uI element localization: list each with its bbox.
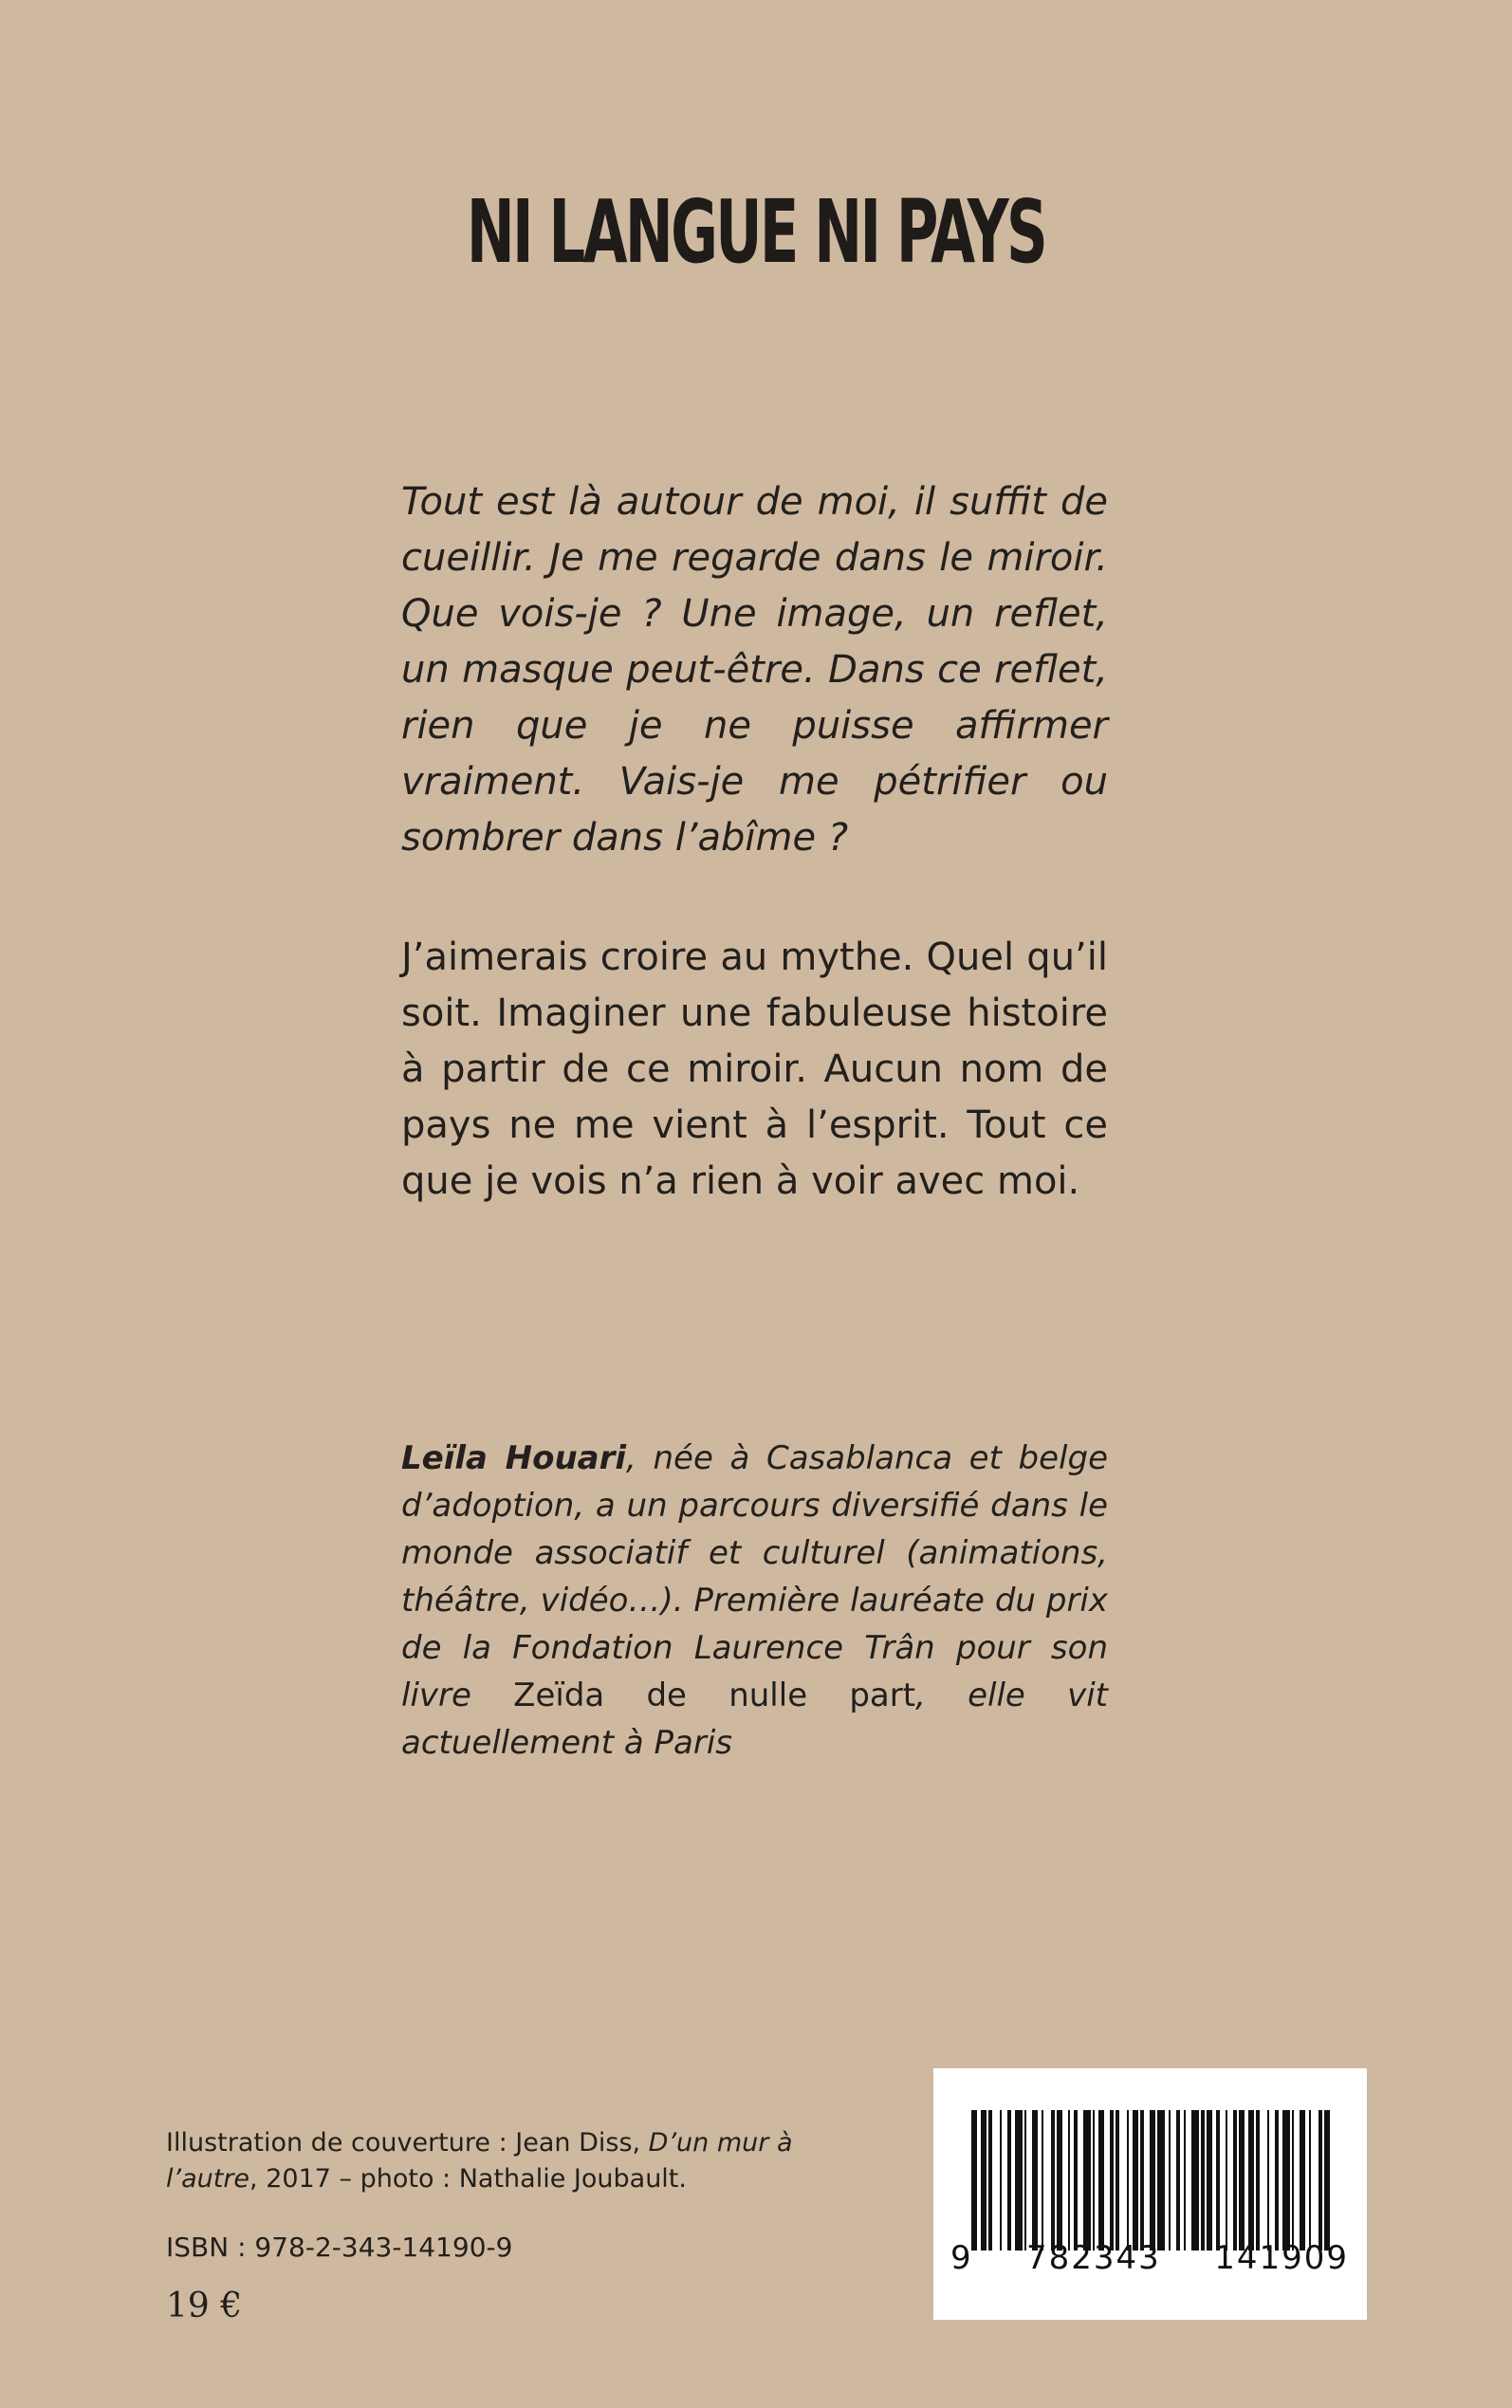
barcode-lead-digit: 9 — [950, 2239, 973, 2277]
author-bio — [401, 1435, 1108, 1767]
barcode-bar — [1157, 2110, 1165, 2251]
barcode-left-group: 782343 — [1026, 2239, 1161, 2277]
barcode-bar — [1239, 2110, 1245, 2251]
barcode-bar — [1051, 2110, 1055, 2251]
barcode-bar — [1184, 2110, 1186, 2251]
barcode-bar — [1309, 2110, 1311, 2251]
barcode-bar — [1042, 2110, 1043, 2251]
barcode-bar — [1150, 2110, 1155, 2251]
barcode-bar — [1110, 2110, 1114, 2251]
barcode-bar — [1000, 2110, 1002, 2251]
barcode-bar — [1292, 2110, 1294, 2251]
barcode-digits — [950, 2239, 1349, 2277]
barcode-bar — [1032, 2110, 1038, 2251]
barcode-bar — [1140, 2110, 1144, 2251]
barcode — [933, 2068, 1367, 2320]
credits-photo: , 2017 – photo : Nathalie Joubault. — [249, 2164, 687, 2194]
barcode-bar — [1176, 2110, 1180, 2251]
barcode-bar — [1275, 2110, 1279, 2251]
barcode-bar — [1233, 2110, 1237, 2251]
barcode-bar — [1201, 2110, 1205, 2251]
barcode-bar — [1267, 2110, 1269, 2251]
barcode-bars — [971, 2110, 1332, 2251]
barcode-bar — [1068, 2110, 1070, 2251]
author-bio-text: , née à Casablanca et belge d’adoption, a un parcours diversifié dans le monde associatif et culturel (animations, théâtre, vidéo…). Première lauréate du prix de la Fondation Laurence Trân pour son livre — [401, 1439, 1108, 1714]
author-name: Leïla Houari — [401, 1439, 627, 1477]
barcode-bar — [1169, 2110, 1171, 2251]
barcode-bar — [1318, 2110, 1322, 2251]
book-title: NI LANGUE NI PAYS — [466, 181, 1046, 283]
barcode-bar — [1256, 2110, 1260, 2251]
barcode-bar — [1207, 2110, 1212, 2251]
illustration-credits — [166, 2125, 811, 2197]
credits-work-title: D’un mur à l’autre — [166, 2128, 793, 2194]
credits-artist: Jean Diss, — [515, 2128, 649, 2158]
barcode-bar — [1083, 2110, 1091, 2251]
barcode-bar — [1133, 2110, 1138, 2251]
barcode-bar — [1191, 2110, 1199, 2251]
barcode-bar — [1093, 2110, 1095, 2251]
barcode-bar — [988, 2110, 992, 2251]
barcode-bar — [1098, 2110, 1104, 2251]
barcode-bar — [1324, 2110, 1330, 2251]
excerpt-quote: Tout est là autour de moi, il suffit de cueillir. Je me regarde dans le miroir. Que vois-je ? Une image, un reflet, un masque peut-être. Dans ce reflet, rien que je ne puisse affirmer vraiment. Vais-je me pétrifier ou sombrer dans l’abîme ? — [401, 480, 1108, 860]
barcode-right-group: 141909 — [1214, 2239, 1349, 2277]
barcode-bar — [1216, 2110, 1220, 2251]
barcode-bar — [1248, 2110, 1254, 2251]
barcode-bar — [1127, 2110, 1129, 2251]
barcode-bar — [1226, 2110, 1227, 2251]
barcode-bar — [1300, 2110, 1305, 2251]
isbn: ISBN : 978-2-343-14190-9 — [166, 2232, 513, 2263]
barcode-bar — [971, 2110, 977, 2251]
previous-book-title: Zeïda de nulle part — [513, 1676, 916, 1714]
barcode-bar — [1116, 2110, 1119, 2251]
barcode-bar — [1007, 2110, 1011, 2251]
price: 19 € — [166, 2287, 243, 2325]
barcode-bar — [1074, 2110, 1078, 2251]
barcode-bar — [1057, 2110, 1062, 2251]
excerpt-paragraph: J’aimerais croire au mythe. Quel qu’il soit. Imaginer une fabuleuse histoire à partir de ce miroir. Aucun nom de pays ne me vient à l’esprit. Tout ce que je vois n’a rien à voir avec moi. — [401, 935, 1108, 1203]
barcode-bar — [1015, 2110, 1023, 2251]
credits-label: Illustration de couverture : — [166, 2128, 516, 2158]
barcode-bar — [1282, 2110, 1290, 2251]
barcode-bar — [981, 2110, 986, 2251]
author-bio-text-end: , elle vit actuellement à Paris — [401, 1676, 1108, 1762]
barcode-bar — [1024, 2110, 1026, 2251]
